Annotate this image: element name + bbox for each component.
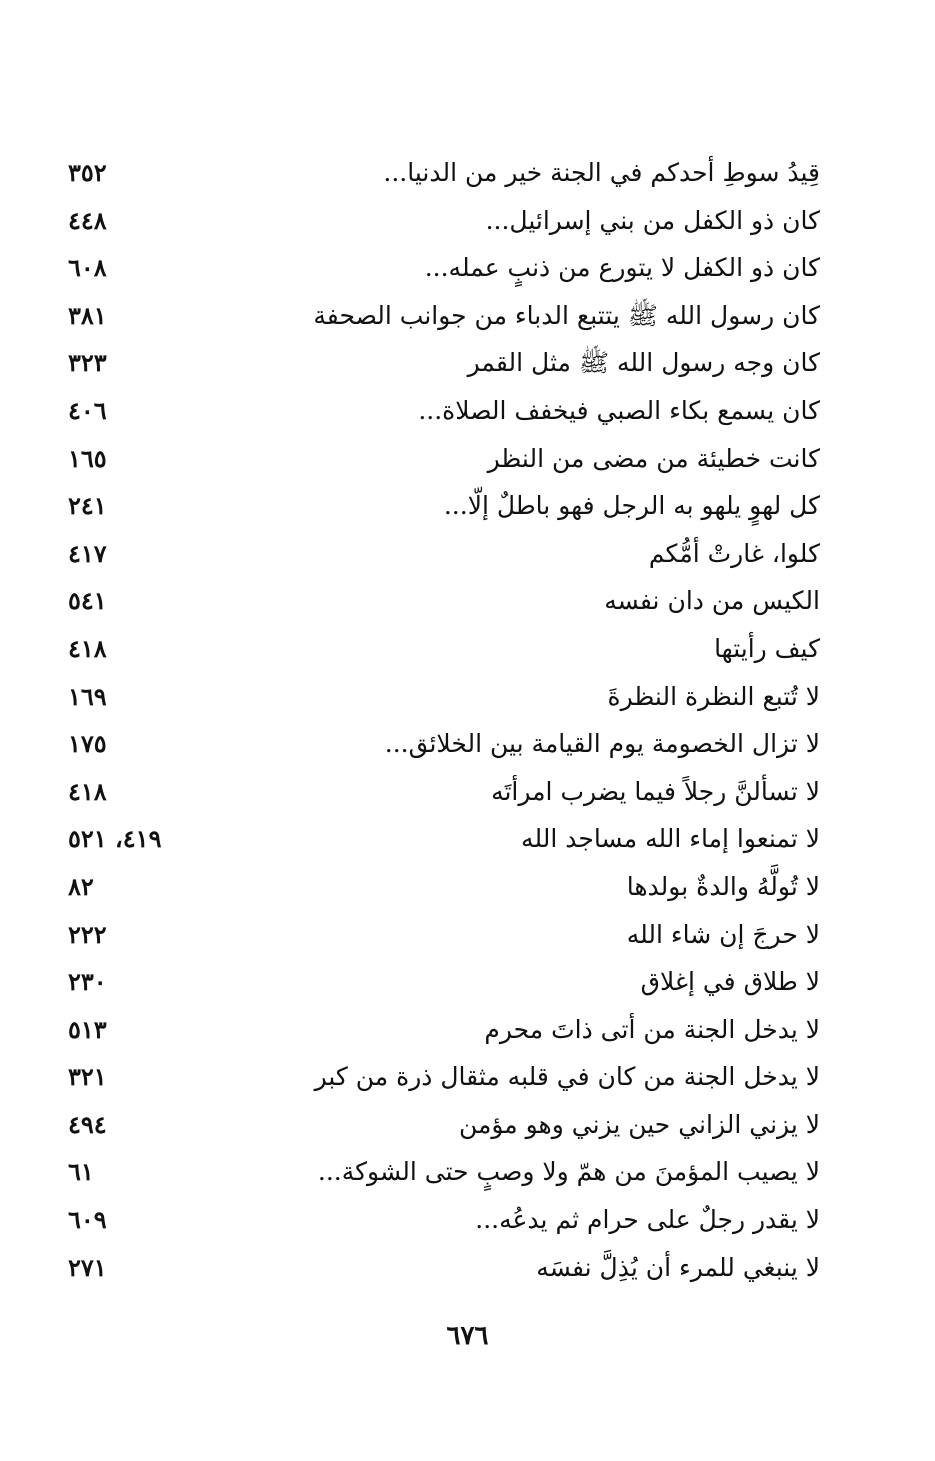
entry-page-ref: ٤١٨ (68, 776, 107, 806)
entry-page-ref: ٣٥٢ (68, 158, 107, 187)
index-entry (60, 721, 830, 769)
entry-page-ref: ٤١٧ (68, 538, 107, 568)
index-entry (60, 1102, 830, 1150)
hadith-index-list (60, 150, 830, 1292)
index-entry (60, 436, 830, 484)
entry-page-ref: ٦٠٨ (68, 253, 107, 283)
entry-text: لا يدخل الجنة من أتى ذاتَ محرم (484, 1014, 820, 1044)
entry-text: لا تسألنَّ رجلاً فيما يضرب امرأتَه (491, 776, 820, 806)
entry-page-ref: ٣٢٣ (68, 348, 107, 378)
entry-text: كلوا، غارتْ أمُّكم (648, 538, 820, 568)
index-entry (60, 531, 830, 579)
entry-text: كانت خطيئة من مضى من النظر (487, 443, 820, 473)
index-entry (60, 293, 830, 341)
entry-page-ref: ٢٧١ (68, 1252, 107, 1282)
entry-text: لا ينبغي للمرء أن يُذِلَّ نفسَه (536, 1252, 820, 1282)
entry-page-ref: ١٦٩ (68, 681, 107, 711)
entry-page-ref: ٤١٨ (68, 633, 107, 663)
entry-text: كل لهوٍ يلهو به الرجل فهو باطلٌ إلّا... (443, 491, 820, 521)
index-entry (60, 816, 830, 864)
index-entry (60, 150, 830, 198)
entry-page-ref: ٢٢٢ (68, 919, 107, 949)
index-entry (60, 388, 830, 436)
index-entry (60, 864, 830, 912)
entry-text: لا تُتبع النظرة النظرةَ (607, 681, 820, 711)
entry-text: لا حرجَ إن شاء الله (626, 919, 820, 949)
entry-page-ref: ٤٤٨ (68, 205, 107, 235)
index-entry (60, 1054, 830, 1102)
index-entry (60, 578, 830, 626)
index-entry (60, 198, 830, 246)
index-entry (60, 626, 830, 674)
index-entry (60, 1197, 830, 1245)
index-entry (60, 340, 830, 388)
index-entry (60, 1007, 830, 1055)
index-entry (60, 769, 830, 817)
entry-page-ref: ١٦٥ (68, 443, 107, 473)
entry-text: لا تمنعوا إماء الله مساجد الله (521, 824, 820, 854)
index-entry (60, 245, 830, 293)
entry-text: كان ذو الكفل لا يتورع من ذنبٍ عمله... (424, 253, 820, 283)
entry-text: لا يصيب المؤمنَ من همّ ولا وصبٍ حتى الشوكة... (317, 1157, 820, 1187)
entry-text: لا طلاق في إغلاق (640, 967, 820, 997)
index-entry (60, 912, 830, 960)
index-entry (60, 674, 830, 722)
entry-page-ref: ٨٢ (68, 871, 94, 901)
entry-text: لا تزال الخصومة يوم القيامة بين الخلائق... (384, 729, 820, 759)
entry-page-ref: ٦١ (68, 1157, 94, 1187)
index-entry (60, 483, 830, 531)
entry-text: كيف رأيتها (714, 633, 820, 663)
entry-text: قِيدُ سوطِ أحدكم في الجنة خير من الدنيا... (383, 158, 820, 187)
entry-page-ref: ٢٣٠ (68, 967, 107, 997)
entry-page-ref: ٥٤١ (68, 586, 107, 616)
entry-text: كان ذو الكفل من بني إسرائيل... (485, 205, 820, 235)
entry-text: كان رسول الله ﷺ يتتبع الدباء من جوانب الصحفة (313, 300, 820, 330)
index-entry (60, 1245, 830, 1293)
entry-page-ref: ٤١٩، ٥٢١ (68, 824, 162, 854)
entry-text: الكيس من دان نفسه (604, 586, 820, 616)
entry-text: لا تُولَّهُ والدةٌ بولدها (626, 871, 820, 901)
entry-page-ref: ٣٢١ (68, 1062, 107, 1092)
entry-text: كان وجه رسول الله ﷺ مثل القمر (467, 348, 820, 378)
entry-page-ref: ٢٤١ (68, 491, 107, 521)
entry-page-ref: ٦٠٩ (68, 1205, 107, 1235)
entry-page-ref: ٣٨١ (68, 300, 107, 330)
entry-text: لا يزني الزاني حين يزني وهو مؤمن (458, 1109, 820, 1139)
entry-text: لا يقدر رجلٌ على حرام ثم يدعُه... (475, 1205, 820, 1235)
entry-page-ref: ٤٠٦ (68, 395, 107, 425)
entry-text: كان يسمع بكاء الصبي فيخفف الصلاة... (418, 395, 820, 425)
entry-page-ref: ٤٩٤ (68, 1109, 107, 1139)
entry-page-ref: ١٧٥ (68, 729, 107, 759)
entry-page-ref: ٥١٣ (68, 1014, 107, 1044)
entry-text: لا يدخل الجنة من كان في قلبه مثقال ذرة من كبر (314, 1062, 820, 1092)
index-entry (60, 959, 830, 1007)
index-entry (60, 1149, 830, 1197)
page-number: ٦٧٦ (446, 1321, 489, 1351)
